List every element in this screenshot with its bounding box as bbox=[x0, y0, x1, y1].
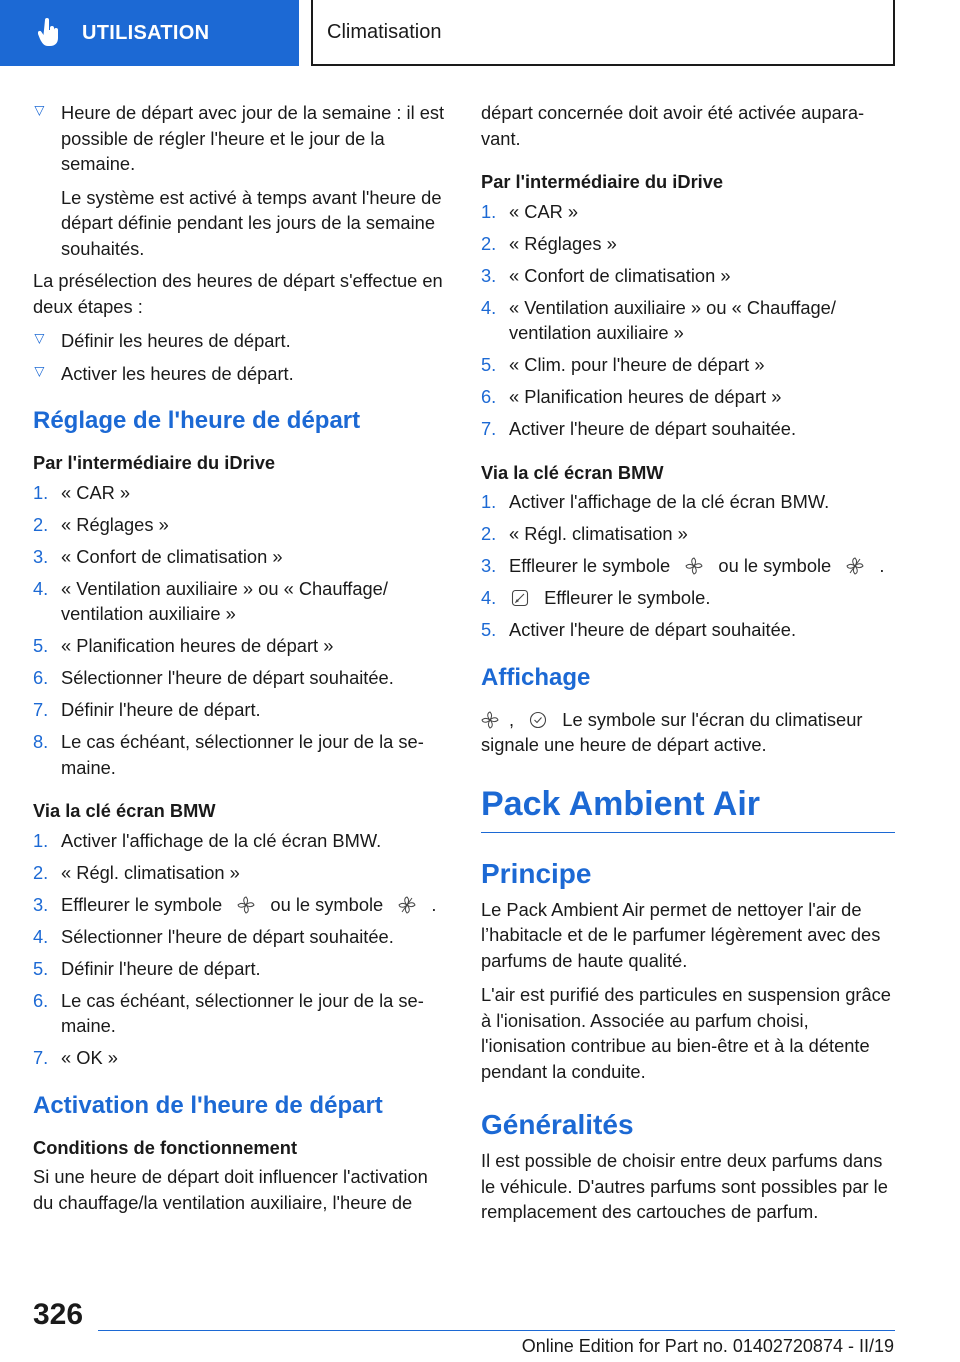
list-item: 5. Activer l'heure de départ souhaitée. bbox=[481, 619, 797, 640]
subheading-idrive: Par l'intermédiaire du iDrive bbox=[481, 171, 724, 192]
paragraph: Le Pack Ambient Air permet de nettoyer l'air de l’habitacle et de le parfumer légèrement avec des parfums de haute qualité. bbox=[481, 898, 881, 971]
list-item: 4. Effleurer le symbole. bbox=[481, 587, 711, 608]
fan-icon bbox=[481, 711, 499, 729]
right-column bbox=[481, 100, 895, 1234]
list-item: 5. Définir l'heure de départ. bbox=[33, 957, 261, 979]
fan-icon bbox=[685, 557, 703, 575]
heading-activation: Activation de l'heure de départ bbox=[33, 1091, 383, 1119]
steps-list bbox=[481, 199, 895, 442]
list-item: 7. « OK » bbox=[33, 1047, 118, 1068]
subheading-conditions: Conditions de fonctionnement bbox=[33, 1136, 298, 1158]
heading-reglage: Réglage de l'heure de départ bbox=[33, 407, 361, 434]
list-item: 2. « Réglages » bbox=[481, 232, 617, 254]
page-header bbox=[0, 0, 960, 66]
paragraph: départ concernée doit avoir été activée auparavant. bbox=[481, 102, 865, 149]
paragraph: , Le symbole sur l'écran du climatiseur signale une heure de départ active. bbox=[481, 708, 863, 755]
list-item: 5. « Clim. pour l'heure de départ » bbox=[481, 354, 765, 375]
heading-principe: Principe bbox=[481, 857, 592, 889]
edit-icon bbox=[511, 589, 529, 607]
paragraph: L'air est purifié des particules en suspension grâce à l'ionisation. Associée au parfum choisi, l'ionisation contribue au bien-être et à la détente pendant la conduite. bbox=[481, 984, 891, 1082]
subheading-key: Via la clé écran BMW bbox=[481, 461, 664, 483]
subheading-key: Via la clé écran BMW bbox=[33, 800, 216, 821]
list-item: 2. « Réglages » bbox=[33, 513, 169, 535]
list-item: 4. « Ventilation auxiliaire » ou « Chauffage/ ventilation auxiliaire » bbox=[33, 577, 388, 624]
list-item: 3. Effleurer le symbole ou le symbole . bbox=[481, 555, 885, 576]
fan-heat-icon bbox=[398, 896, 416, 914]
list-item: 2. « Régl. climatisation » bbox=[481, 523, 688, 544]
list-item: 6. Sélectionner l'heure de départ souhaitée. bbox=[33, 667, 394, 688]
list-item: 4. Sélectionner l'heure de départ souhaitée. bbox=[33, 925, 394, 947]
list-item: 5. « Planification heures de départ » bbox=[33, 635, 334, 656]
list-item: 7. Activer l'heure de départ souhaitée. bbox=[481, 418, 797, 439]
list-item: 1. « CAR » bbox=[33, 481, 131, 503]
steps-list bbox=[33, 828, 447, 1071]
list-item: 7. Définir l'heure de départ. bbox=[33, 699, 261, 720]
list-item: 3. « Confort de climatisation » bbox=[33, 545, 283, 567]
bullet-item: ▷ Activer les heures de départ. bbox=[33, 361, 447, 387]
paragraph: Si une heure de départ doit influencer l'activation du chauffage/la ventilation auxiliaire, l'heure de bbox=[33, 1166, 428, 1213]
fan-icon bbox=[237, 896, 255, 914]
hand-icon bbox=[38, 18, 60, 48]
list-item: 2. « Régl. climatisation » bbox=[33, 861, 240, 883]
list-item: 8. Le cas échéant, sélectionner le jour de la semaine. bbox=[33, 731, 424, 778]
paragraph: La présélection des heures de départ s'effectue en deux étapes : bbox=[33, 270, 443, 317]
list-item: 3. « Confort de climatisation » bbox=[481, 264, 731, 286]
fan-heat-icon bbox=[846, 557, 864, 575]
subheading-idrive: Par l'intermédiaire du iDrive bbox=[33, 452, 276, 473]
list-item: 1. « CAR » bbox=[481, 200, 579, 222]
steps-list bbox=[33, 480, 447, 781]
left-column bbox=[33, 100, 447, 1224]
bullet-item: ▷ Heure de départ avec jour de la semaine : il est possible de régler l'heure et le jour de la semaine. Le système est activé à temps avant l'heure de départ définie pendant les jours de la semaine souhaités. bbox=[33, 100, 447, 261]
footer-edition: Online Edition for Part no. 01402720874 - II/19 bbox=[521, 1336, 894, 1356]
heading-pack: Pack Ambient Air bbox=[481, 782, 895, 833]
section-title: UTILISATION bbox=[82, 21, 210, 44]
page-number: 326 bbox=[33, 1298, 84, 1331]
heading-generalites: Généralités bbox=[481, 1109, 634, 1140]
section-tab bbox=[0, 0, 299, 66]
list-item: 6. « Planification heures de départ » bbox=[481, 386, 782, 407]
heading-affichage: Affichage bbox=[481, 663, 591, 691]
list-item: 6. Le cas échéant, sélectionner le jour de la semaine. bbox=[33, 989, 424, 1036]
footer-rule bbox=[98, 1330, 895, 1331]
list-item: 3. Effleurer le symbole ou le symbole . bbox=[33, 893, 437, 915]
list-item: 1. Activer l'affichage de la clé écran BMW. bbox=[481, 491, 830, 512]
steps-list bbox=[481, 489, 895, 643]
list-item: 1. Activer l'affichage de la clé écran BMW. bbox=[33, 829, 382, 851]
chapter-title: Climatisation bbox=[311, 0, 895, 66]
paragraph: Il est possible de choisir entre deux parfums dans le véhicule. D'autres parfums sont possibles par le remplacement des cartouches de parfum. bbox=[481, 1150, 888, 1222]
clock-icon bbox=[529, 711, 547, 729]
bullet-item: ▷ Définir les heures de départ. bbox=[33, 328, 447, 354]
list-item: 4. « Ventilation auxiliaire » ou « Chauffage/ ventilation auxiliaire » bbox=[481, 296, 836, 343]
